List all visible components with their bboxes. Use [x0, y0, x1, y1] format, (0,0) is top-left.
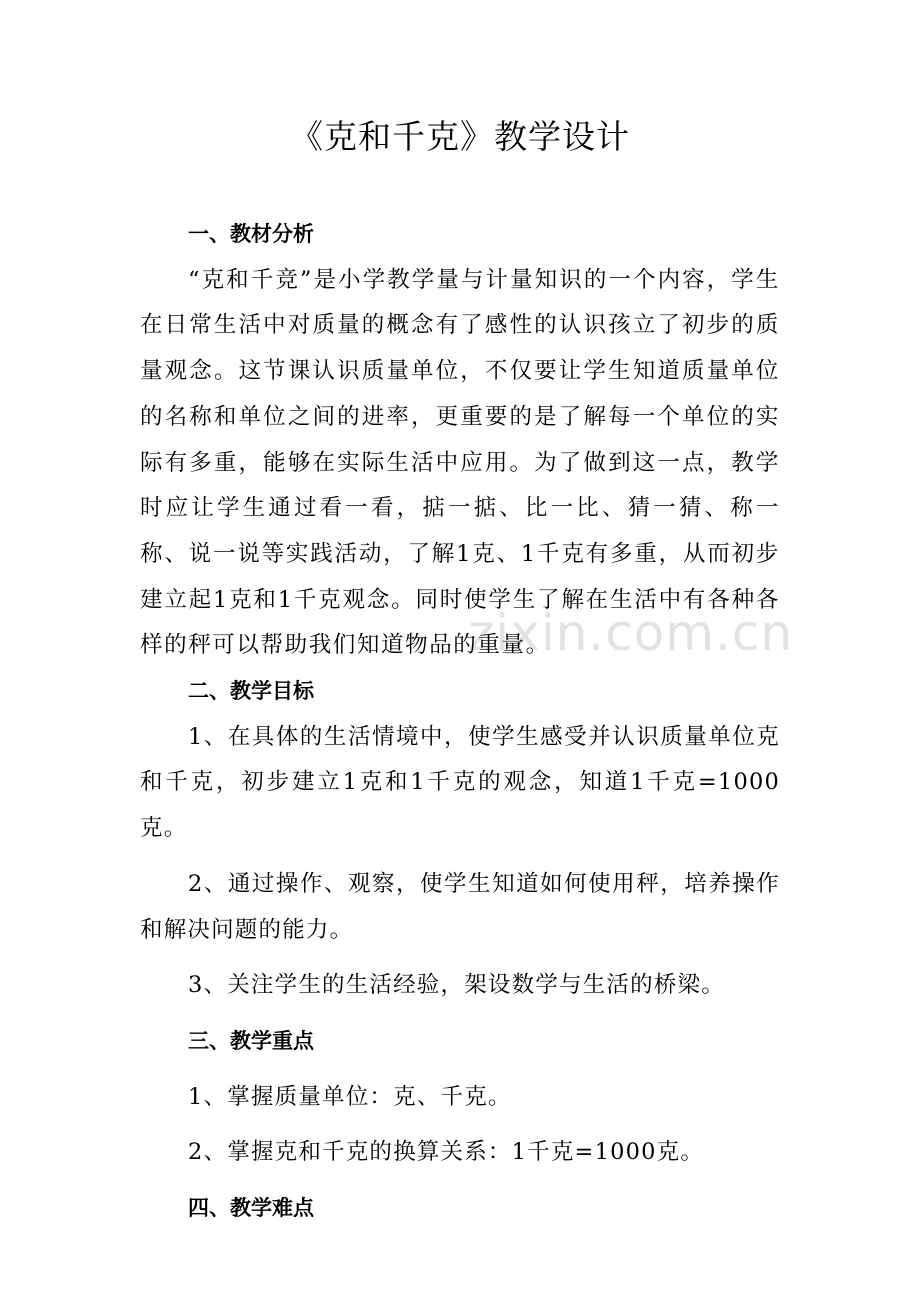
watermark: zixin.com.cn	[468, 604, 794, 662]
section-heading-key-points: 三、教学重点	[188, 1028, 314, 1053]
key-point-item: 2、掌握克和千克的换算关系：1千克=1000克。	[188, 1139, 705, 1166]
section-heading-objectives: 二、教学目标	[188, 679, 314, 704]
objective-item: 3、关注学生的生活经验，架设数学与生活的桥梁。	[188, 972, 725, 999]
section-heading-difficulties: 四、教学难点	[188, 1196, 314, 1221]
key-point-item: 1、掌握质量单位：克、千克。	[188, 1083, 512, 1110]
document-body	[140, 212, 780, 1232]
document-title: 《克和千克》教学设计	[290, 117, 630, 156]
objective-item: 2、通过操作、观察，使学生知道如何使用秤，培养操作和解决问题的能力。	[140, 870, 780, 943]
analysis-paragraph: “克和千竞”是小学教学量与计量知识的一个内容，学生在日常生活中对质量的概念有了感性的认识孩立了初步的质量观念。这节课认识质量单位，不仅要让学生知道质量单位的名称和单位之间的进率，更重要的是了解每一个单位的实际有多重，能够在实际生活中应用。为了做到这一点，教学时应让学生通过看一看，掂一掂、比一比、猜一猜、称一称、说一说等实践活动，了解1克、1千克有多重，从而初步建立起1克和1千克观念。同时使学生了解在生活中有各种各样的秤可以帮助我们知道物品的重量。	[140, 266, 780, 659]
section-heading-analysis: 一、教材分析	[188, 222, 314, 246]
objective-item: 1、在具体的生活情境中，使学生感受并认识质量单位克和千克，初步建立1克和1千克的观念，知道1千克=1000克。	[140, 723, 780, 842]
